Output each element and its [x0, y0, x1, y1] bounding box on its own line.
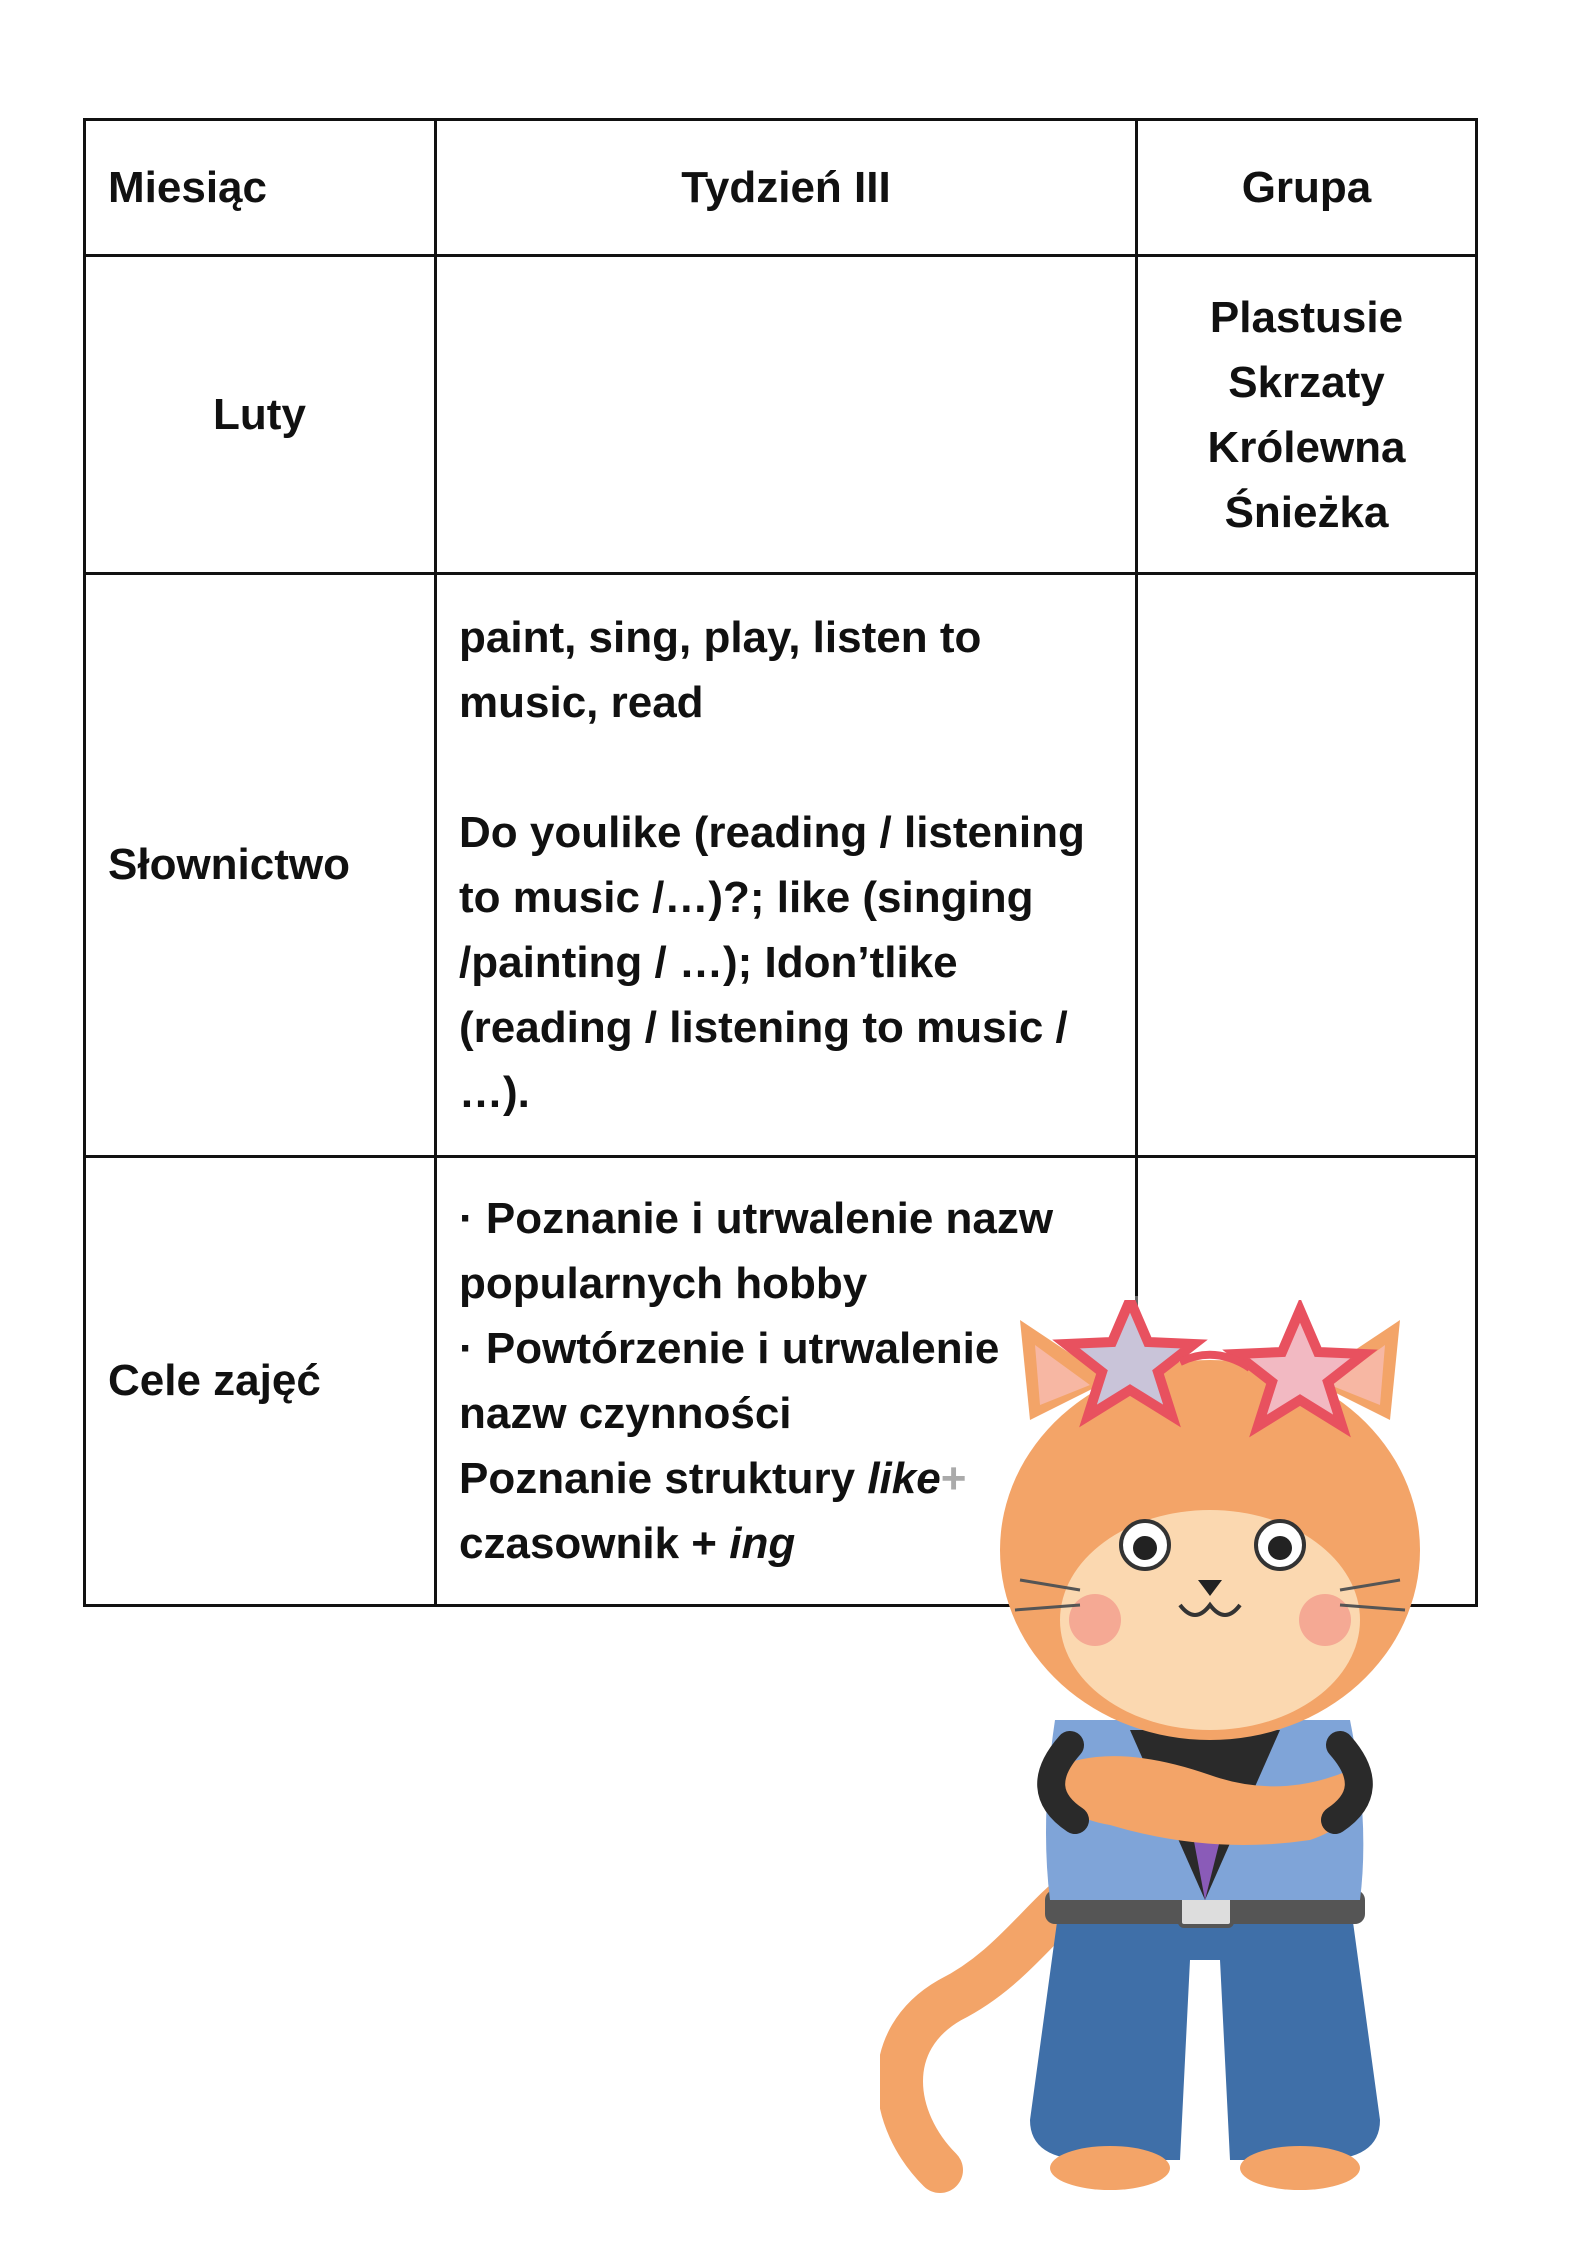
vocabulary-words: paint, sing, play, listen to music, read [459, 613, 982, 727]
cat-mascot-icon [880, 1300, 1520, 2200]
header-row [85, 120, 1477, 256]
vocabulary-empty-cell [1137, 574, 1477, 1157]
week-value-cell [436, 256, 1137, 574]
vocabulary-content [436, 574, 1137, 1157]
month-row [85, 256, 1477, 574]
vocabulary-row [85, 574, 1477, 1157]
vocabulary-phrases: Do youlike (reading / listening to music /…)?; like (singing /painting / …); Idon’tlike (reading / listening to music / …). [459, 808, 1085, 1117]
group-name: Śnieżka [1224, 487, 1389, 537]
month-cell: Luty [85, 256, 436, 574]
group-name: Plastusie [1209, 292, 1404, 342]
week-header: Tydzień III [436, 120, 1137, 256]
goals-label: Cele zajęć [85, 1157, 436, 1606]
goal-item: czasownik + ing [459, 1519, 796, 1568]
goal-item: · Poznanie i utrwalenie nazw popularnych hobby [459, 1194, 1054, 1308]
group-header: Grupa [1137, 120, 1477, 256]
month-header: Miesiąc [85, 120, 436, 256]
groups-cell [1137, 256, 1477, 574]
goal-item: · Powtórzenie i utrwalenie nazw czynności [459, 1324, 1000, 1438]
vocabulary-label: Słownictwo [85, 574, 436, 1157]
group-name: Królewna [1207, 422, 1406, 472]
group-name: Skrzaty [1228, 357, 1385, 407]
goal-item: Poznanie struktury like+ [459, 1454, 967, 1503]
